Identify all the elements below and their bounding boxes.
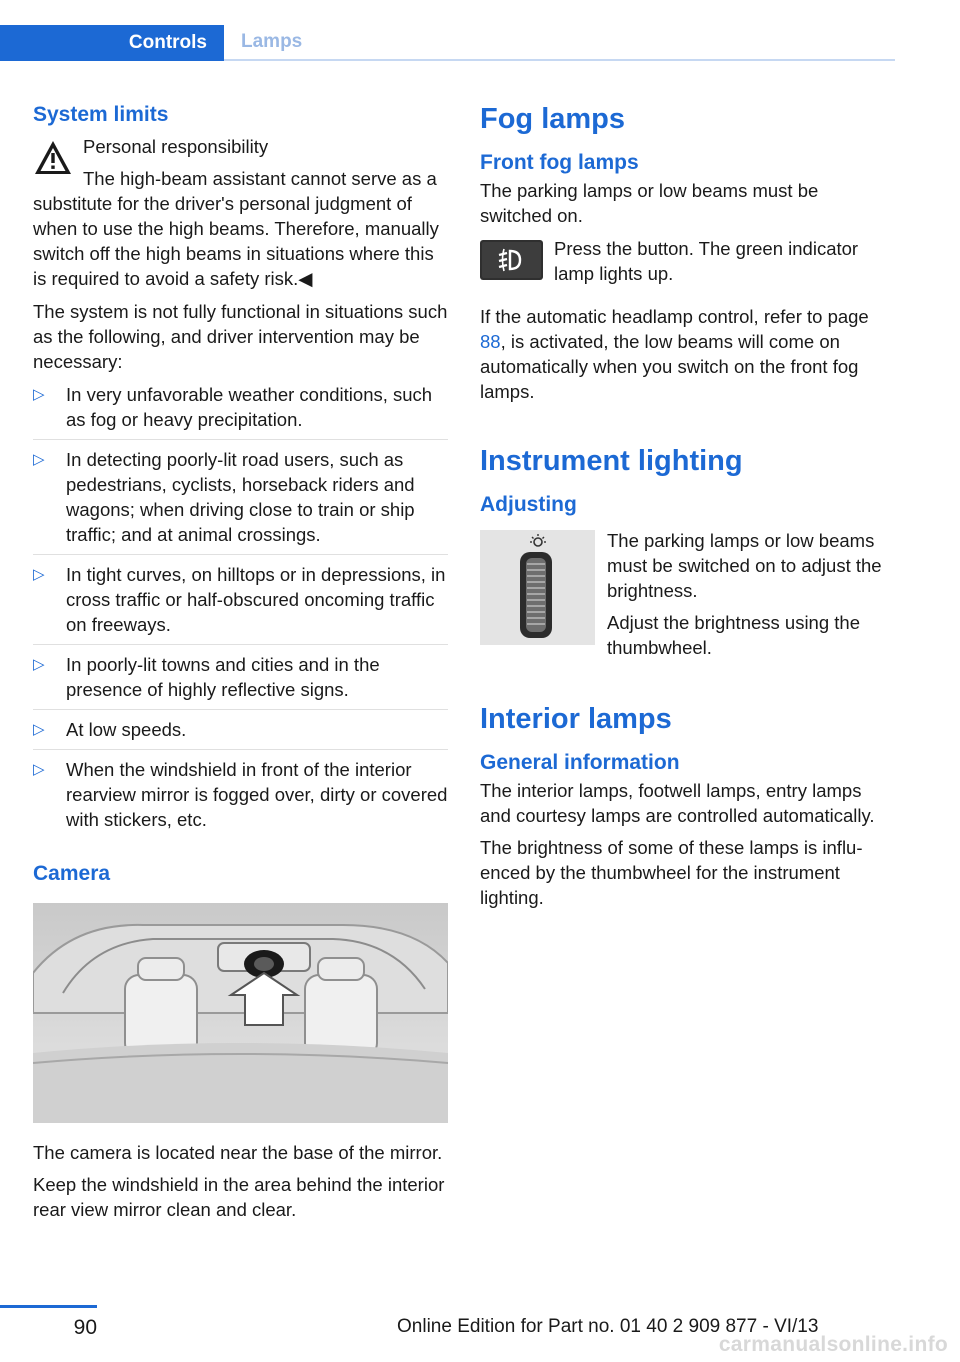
left-column — [33, 100, 448, 1222]
general-information-heading: General information — [480, 751, 680, 774]
tab-lamps[interactable]: Lamps — [224, 25, 895, 61]
general-info-text-1: The interior lamps, footwell lamps, entry lamps and courtesy lamps are controlled automatically. — [480, 780, 875, 826]
camera-location-text: The camera is located near the base of the mirror. — [33, 1142, 443, 1163]
footer-rule — [0, 1305, 97, 1308]
camera-clean-text: Keep the windshield in the area behind the interior rear view mirror clean and clear. — [33, 1174, 445, 1220]
camera-location-image — [33, 903, 448, 1123]
adjusting-requirement: The parking lamps or low beams must be switched on to adjust the brightness. — [607, 530, 882, 601]
watermark: carmanualsonline.info — [718, 1333, 948, 1356]
warning-text: The high-beam assistant cannot serve as a substitute for the driver's personal judgment of when to use the high beams. Therefore, manually switch off the high beams in situations where this is required to avoid a safety risk.◀ — [33, 168, 439, 289]
adjusting-heading: Adjusting — [480, 493, 577, 516]
tab-controls[interactable]: Controls — [0, 25, 224, 61]
page-88-link[interactable]: 88 — [480, 331, 501, 352]
thumbwheel-image — [480, 530, 595, 645]
triangle-bullet-icon: ▷ — [33, 761, 45, 778]
system-limits-heading: System limits — [33, 103, 169, 126]
triangle-bullet-icon: ▷ — [33, 566, 45, 583]
general-info-text-2: The brightness of some of these lamps is influenced by the thumbwheel for the instrument lighting. — [480, 837, 863, 908]
system-limits-intro: The system is not fully functional in situations such as the following, and driver intervention may be necessary: — [33, 301, 448, 372]
auto-headlamp-text: If the automatic headlamp control, refer to page 88, is activated, the low beams will come on automatically when you switch on the front fog lamps. — [480, 306, 869, 402]
edition-text: Online Edition for Part no. 01 40 2 909 877 - VI/13 — [397, 1316, 819, 1337]
triangle-bullet-icon: ▷ — [33, 451, 45, 468]
fog-button-instruction: Press the button. The green indicator lamp lights up. — [554, 238, 859, 284]
triangle-bullet-icon: ▷ — [33, 656, 45, 673]
front-fog-requirement: The parking lamps or low beams must be switched on. — [480, 180, 819, 226]
list-item: ▷ At low speeds. — [33, 710, 448, 750]
triangle-bullet-icon: ▷ — [33, 386, 45, 403]
warning-block — [33, 134, 448, 291]
fog-lamps-heading: Fog lamps — [480, 103, 626, 135]
adjusting-instruction: Adjust the brightness using the thumbwheel. — [607, 612, 860, 658]
thumbwheel-row — [480, 528, 895, 660]
interior-lamps-heading: Interior lamps — [480, 703, 672, 735]
limits-list — [33, 375, 448, 839]
warning-triangle-icon — [33, 138, 73, 178]
camera-heading: Camera — [33, 862, 111, 885]
instrument-lighting-heading: Instrument lighting — [480, 445, 743, 477]
warning-heading: Personal responsibility — [83, 136, 269, 157]
front-fog-lamps-heading: Front fog lamps — [480, 151, 639, 174]
list-item: ▷ In detecting poorly-lit road users, such as pedestrians, cyclists, horseback riders and wagons; when driving close to train or ship traffic; and at animal crossings. — [33, 440, 448, 555]
list-item: ▷ In tight curves, on hilltops or in depressions, in cross traffic or half-obscured oncoming traffic on freeways. — [33, 555, 448, 645]
fog-lamp-button-icon — [480, 240, 543, 280]
triangle-bullet-icon: ▷ — [33, 721, 45, 738]
fog-button-row — [480, 236, 895, 286]
list-item: ▷ In very unfavorable weather conditions, such as fog or heavy precipitation. — [33, 375, 448, 440]
list-item: ▷ In poorly-lit towns and cities and in the presence of highly reflective signs. — [33, 645, 448, 710]
list-item: ▷ When the windshield in front of the interior rearview mirror is fogged over, dirty or covered with stickers, etc. — [33, 759, 448, 830]
right-column — [480, 100, 895, 910]
chapter-header — [0, 25, 895, 61]
page-number: 90 — [73, 1316, 97, 1339]
